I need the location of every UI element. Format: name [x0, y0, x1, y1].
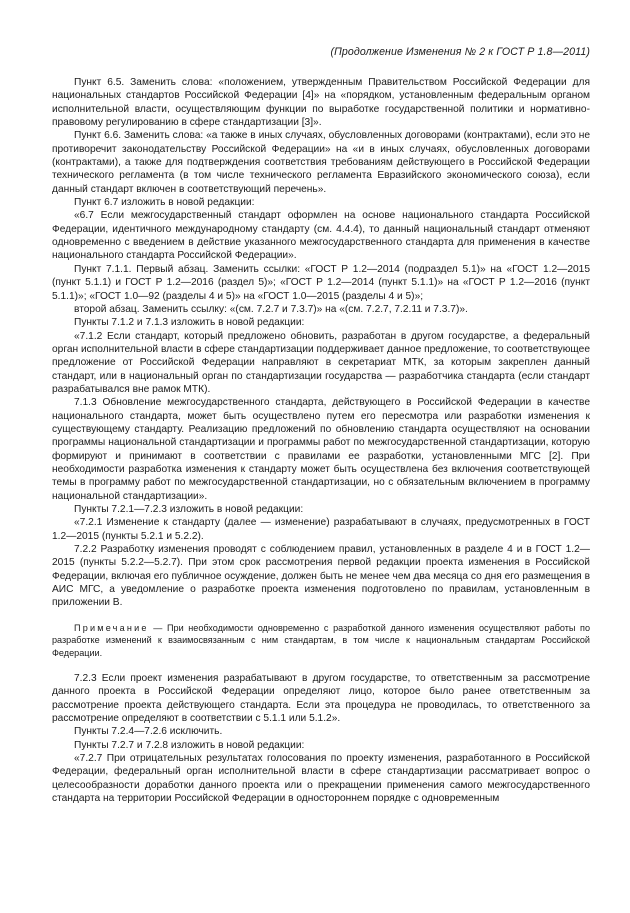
paragraph-6-5: Пункт 6.5. Заменить слова: «положением, утвержденным Правительством Российской Федерации для национальных стандартов Российской Федерации [4]» на «порядком, установленным федеральным органом исполнительной власти, осуществляющим функции по выработке государственной политики и нормативно-правовому регулированию в сфере стандартизации [3]». [52, 77, 590, 129]
paragraph-7-1-1-first: Пункт 7.1.1. Первый абзац. Заменить ссылки: «ГОСТ Р 1.2—2014 (подраздел 5.1)» на «ГОСТ 1.2—2015 (пункт 5.1.1) и ГОСТ Р 1.2—2016 (раздел 5)»; «ГОСТ Р 1.2—2014 (пункт 5.1.1)» на «ГОСТ Р 1.2—2016 (пункт 5.1.1)»; «ГОСТ 1.0—92 (разделы 4 и 5)» на «ГОСТ 1.0—2015 (разделы 4 и 5)»; [52, 263, 590, 302]
note-label: Примечание [74, 622, 149, 633]
continuation-header: (Продолжение Изменения № 2 к ГОСТ Р 1.8—2011) [330, 46, 590, 58]
paragraph-6-7-intro: Пункт 6.7 изложить в новой редакции: [74, 197, 255, 209]
note-text: — При необходимости одновременно с разработкой данного изменения осуществляют работы по разработке изменений к взаимосвязанным с ним стандартам, в том числе к национальным стандартам Российской Федерации. [52, 622, 590, 659]
paragraph-7-2-4-excluded: Пункты 7.2.4—7.2.6 исключить. [74, 726, 223, 738]
paragraph-7-2-1-intro: Пункты 7.2.1—7.2.3 изложить в новой редакции: [74, 504, 304, 515]
paragraph-7-2-7-text: «7.2.7 При отрицательных результатах голосования по проекту изменения, разработанного в Российской Федерации, федеральный орган исполнительной власти в сфере стандартизации рассматривает вопрос о целесообразности доработки данного проекта или о прекращении применения самого межгосударственного стандарта на территории Российской Федерации в одностороннем порядке с одновременным [52, 752, 590, 804]
paragraph-7-2-1-text: «7.2.1 Изменение к стандарту (далее — изменение) разрабатывают в случаях, предусмотренных в ГОСТ 1.2—2015 (пункты 5.2.1 и 5.2.2). [52, 517, 590, 542]
paragraph-7-1-2-text: «7.1.2 Если стандарт, который предложено обновить, разработан в другом государстве, а федеральный орган исполнительной власти в сфере стандартизации поддерживает данное предложение, то соответствующее предложение от Российской Федерации направляют в секретариат МТК, за которым закреплен данный стандарт, или в национальный орган по стандартизации государства — разработчика стандарта (если стандарт разрабатывался вне рамок МТК). [52, 330, 590, 395]
paragraph-7-1-1-second: второй абзац. Заменить ссылку: «(см. 7.2.7 и 7.3.7)» на «(см. 7.2.7, 7.2.11 и 7.3.7)». [74, 303, 468, 315]
paragraph-6-7-text: «6.7 Если межгосударственный стандарт оформлен на основе национального стандарта Российской Федерации, идентичного международному стандарту (см. 4.4.4), то данный национальный стандарт отменяют одновременно с введением в действие указанного межгосударственного стандарта для применения в качестве национального стандарта Российской Федерации». [52, 210, 590, 262]
paragraph-7-1-3-text: 7.1.3 Обновление межгосударственного стандарта, действующего в Российской Федерации в качестве национального стандарта, может быть осуществлено путем его пересмотра или разработки изменения к существующему стандарту. Реализацию предложений по обновлению стандарта осуществляют на основании программы национальной стандартизации и программы работ по межгосударственной стандартизации, которую формируют и принимают в соответствии с правилами ее разработки, установленными МГС [2]. При необходимости разработка изменения к стандарту может быть осуществлена без включения соответствующей темы в программу работ по межгосударственной стандартизации, но с обязательным включением в программу национальной стандартизации». [52, 397, 590, 502]
paragraph-7-1-2-intro: Пункты 7.1.2 и 7.1.3 изложить в новой редакции: [74, 317, 305, 329]
paragraph-6-6: Пункт 6.6. Заменить слова: «а также в иных случаях, обусловленных договорами (контрактами), если это не противоречит законодательству Российской Федерации» на «и в иных случаях, обусловленных договорами (контрактами), а также для подтверждения соответствия требованиям действующего в Российской Федерации технического регламента (в том числе технического регламента Евразийского экономического союза), если данный стандарт включен в соответствующий перечень». [52, 130, 590, 195]
paragraph-7-2-7-intro: Пункты 7.2.7 и 7.2.8 изложить в новой редакции: [74, 739, 305, 751]
note [52, 622, 590, 660]
paragraph-7-2-3-text: 7.2.3 Если проект изменения разрабатывают в другом государстве, то ответственным за рассмотрение данного проекта в Российской Федерации определяют лицо, которое было ранее ответственным за рассмотрение проекта действующего стандарта. Если эта процедура не проводилась, то ответственного за рассмотрение определяют в соответствии с 5.1.1 или 5.1.2». [52, 672, 590, 724]
paragraph-7-2-2-text: 7.2.2 Разработку изменения проводят с соблюдением правил, установленных в разделе 4 и в ГОСТ 1.2—2015 (пункты 5.2.2—5.2.7). При этом срок рассмотрения первой редакции проекта изменения в Российской Федерации, включая его публичное осуждение, должен быть не менее чем два месяца со дня его размещения в АИС МГС, а уведомление о разработке проекта изменения подготовлено по правилам, установленным в приложении В. [52, 544, 590, 609]
